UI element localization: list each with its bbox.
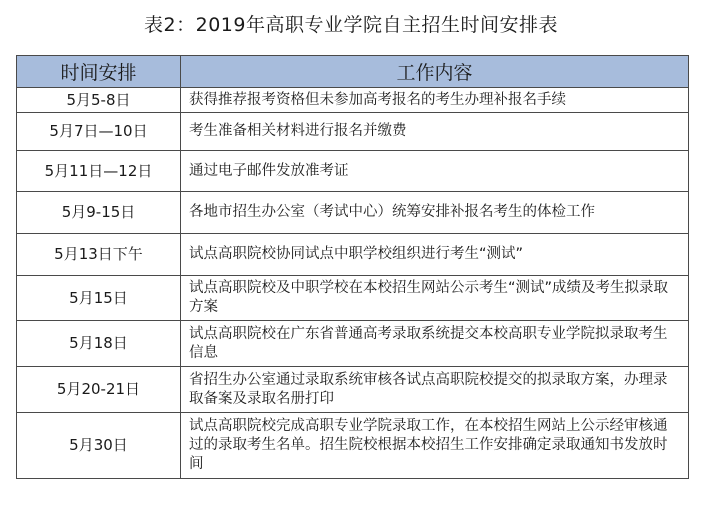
work-cell: 试点高职院校在广东省普通高考录取系统提交本校高职专业学院拟录取考生信息 bbox=[181, 321, 689, 367]
date-cell: 5月18日 bbox=[17, 321, 181, 367]
date-cell: 5月7日—10日 bbox=[17, 113, 181, 151]
header-row bbox=[17, 56, 689, 88]
date-cell: 5月11日—12日 bbox=[17, 151, 181, 192]
table-row bbox=[17, 88, 689, 113]
date-cell: 5月5-8日 bbox=[17, 88, 181, 113]
column-header-time: 时间安排 bbox=[17, 56, 181, 88]
table-row bbox=[17, 151, 689, 192]
table-row bbox=[17, 367, 689, 413]
work-cell: 省招生办公室通过录取系统审核各试点高职院校提交的拟录取方案，办理录取备案及录取名册打印 bbox=[181, 367, 689, 413]
work-cell: 获得推荐报考资格但未参加高考报名的考生办理补报名手续 bbox=[181, 88, 689, 113]
date-cell: 5月30日 bbox=[17, 413, 181, 479]
table-row bbox=[17, 321, 689, 367]
date-cell: 5月20-21日 bbox=[17, 367, 181, 413]
table-row bbox=[17, 276, 689, 321]
date-cell: 5月9-15日 bbox=[17, 192, 181, 234]
column-header-work: 工作内容 bbox=[181, 56, 689, 88]
table-row bbox=[17, 113, 689, 151]
schedule-table bbox=[16, 55, 689, 479]
table-title: 表2：2019年高职专业学院自主招生时间安排表 bbox=[144, 14, 558, 36]
work-cell: 通过电子邮件发放准考证 bbox=[181, 151, 689, 192]
table-row bbox=[17, 192, 689, 234]
date-cell: 5月15日 bbox=[17, 276, 181, 321]
work-cell: 试点高职院校协同试点中职学校组织进行考生“测试” bbox=[181, 234, 689, 276]
date-cell: 5月13日下午 bbox=[17, 234, 181, 276]
work-cell: 试点高职院校完成高职专业学院录取工作，在本校招生网站上公示经审核通过的录取考生名单。招生院校根据本校招生工作安排确定录取通知书发放时间 bbox=[181, 413, 689, 479]
work-cell: 各地市招生办公室（考试中心）统筹安排补报名考生的体检工作 bbox=[181, 192, 689, 234]
table-row bbox=[17, 413, 689, 479]
work-cell: 试点高职院校及中职学校在本校招生网站公示考生“测试”成绩及考生拟录取方案 bbox=[181, 276, 689, 321]
table-row bbox=[17, 234, 689, 276]
work-cell: 考生准备相关材料进行报名并缴费 bbox=[181, 113, 689, 151]
